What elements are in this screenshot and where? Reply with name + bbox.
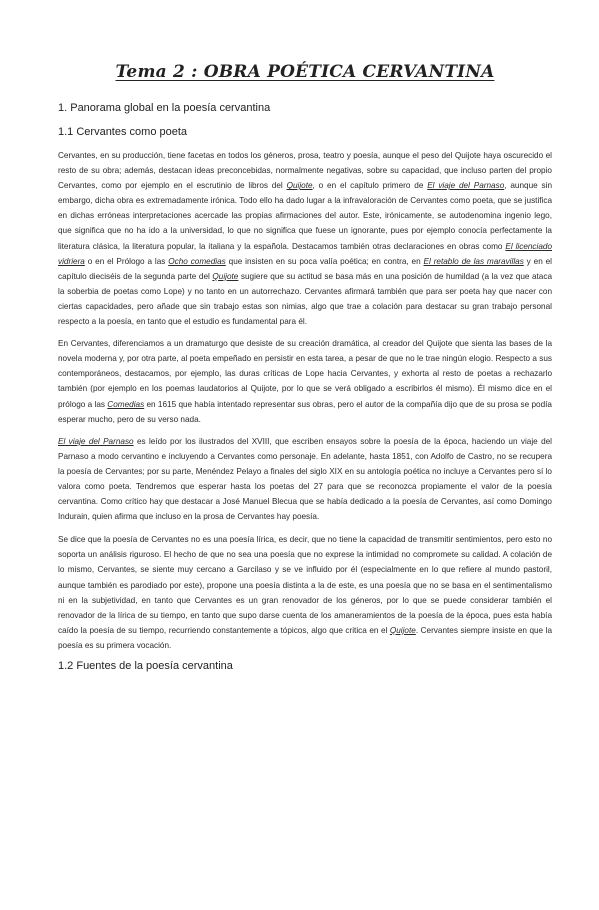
work-title: El viaje del Parnaso (58, 436, 134, 446)
paragraph-2 (58, 336, 552, 427)
paragraph-3-text: es leído por los ilustrados del XVIII, que escriben ensayos sobre la poesía de la época, haciendo un viaje del Parnaso a modo cervantino e incluyendo a Cervantes como personaje. En adelante, hasta 1851, con Adolfo de Castro, no se recupera la poesía de Cervantes; por su parte, Menéndez Pelayo a finales del siglo XIX en su antología poética no incluye a Cervantes pero sí lo valora como poeta. Tendremos que esperar hasta los poetas del 27 para que se reconozca propiamente el valor de la poesía cervantina. Como crítico hay que destacar a José Manuel Blecua que se había dedicado a la poesía de Cervantes, así como Domingo Indurain, quien afirma que incluso en la prosa de Cervantes hay poesía. (58, 436, 552, 522)
subsection-heading-1-2: 1.2 Fuentes de la poesía cervantina (58, 660, 233, 672)
work-title: Quijote (212, 271, 239, 281)
work-title: El retablo de las maravillas (423, 256, 524, 266)
paragraph-1-text: que insisten en su poca valía poética; en contra, en (225, 256, 424, 266)
paragraph-1-text: , aunque sin embargo, dicha obra es extremadamente irónica. Todo ello ha dado lugar a la infravaloración de Cervantes como poeta, que se justifica en dichas erróneas interpretaciones acercade las propias afirmaciones del autor. Este, irónicamente, se autodenomina ingenio lego, que significa que no ha ido a la universidad, lo que no significa que fuese un ignorante, pues por ejemplo conocía perfectamente la literatura clásica, la literatura popular, la italiana y la española. Destacamos también otras declaraciones en obras como (58, 181, 552, 251)
paragraph-4 (58, 532, 552, 653)
paragraph-1-text: o en el Prólogo a las (84, 256, 169, 266)
document-title: Tema 2 : OBRA POÉTICA CERVANTINA (115, 62, 495, 82)
subsection-heading-1-1: 1.1 Cervantes como poeta (58, 126, 188, 138)
document-page (0, 62, 599, 910)
paragraph-1 (58, 148, 552, 329)
paragraph-1-text: , o en el capítulo primero de (312, 181, 428, 191)
paragraph-2-text: en 1615 que había intentado representar sus obras, pero el autor de la compañía dijo que de su prosa se podía esperar mucho, pero de su verso nada. (58, 399, 552, 424)
paragraph-4-text: Se dice que la poesía de Cervantes no es una poesía lírica, es decir, que no tiene la capacidad de transmitir sentimientos, pero esto no soporta un análisis riguroso. El hecho de que no sea una poesía que no exprese la intimidad no compromete su calidad. A colación de lo mismo, Cervantes, se siente muy cercano a Garcilaso y se ve influido por él (especialmente en lo que refiere al mundo pastoril, aunque también es parodiado por este), propone una poesía distinta a la de este, es una poesía que no se basa en el sentimentalismo ni en la subjetividad, en tanto que Cervantes es un gran renovador de los géneros, por lo que se puede considerar también el renovador de la lírica de su tiempo, en tanto que supo darse cuenta de los amaneramientos de la poesía de la época, pues esta había caído la poesía de su tiempo, recurriendo constantemente a tópicos, algo que critica en el (58, 535, 552, 635)
work-title: Comedias (107, 399, 145, 409)
work-title: El licenciado vidriera (58, 241, 553, 266)
paragraph-2-text: En Cervantes, diferenciamos a un dramaturgo que desiste de su creación dramática, al creador del Quijote que sienta las bases de la novela moderna y, por otra parte, al poeta empeñado en persistir en esta tarea, a pesar de que no le trae ningún elogio. Respecto a sus contemporáneos, destacamos, por ejemplo, las duras críticas de Lope hacia Cervantes, y exhorta al resto de poetas a rechazarlo también (por ejemplo en los poemas laudatorios al Quijote, por lo que se verá obligado a escribirlos él mismo). Él mismo dice en el prólogo a las (58, 339, 552, 409)
work-title: Quijote (389, 625, 416, 635)
work-title: Ocho comedias (168, 256, 226, 266)
section-heading-1: 1. Panorama global en la poesía cervantina (58, 102, 271, 114)
paragraph-3 (58, 434, 552, 525)
paragraph-1-text: y en el capítulo dieciséis de la segunda parte del (58, 256, 552, 281)
paragraph-1-text: sugiere que su actitud se basa más en una posición de humildad (a la vez que ataca la soberbia de poetas como Lope) y no tanto en un autorrechazo. Cervantes afirmará también que para ser poeta hay que nacer con ciertas capacidades, pero añade que sin trabajo estas son nimias, algo que trae a colación para destacar su gran trabajo personal respecto a la poesía, en tanto que el estudio es fundamental para él. (58, 271, 553, 327)
paragraph-1-text: Cervantes, en su producción, tiene facetas en todos los géneros, prosa, teatro y poesía, aunque el peso del Quijote haya oscurecido el resto de su obra; además, destacan ideas preconcebidas, normalmente negativas, sobre su capacidad, que incluso parten del propio Cervantes, como por ejemplo en el escrutinio de libros del (58, 151, 552, 191)
work-title: Quijote (286, 181, 313, 191)
work-title: El viaje del Parnaso (427, 181, 505, 191)
paragraph-4-text: . Cervantes siempre insiste en que la poesía es su primera vocación. (58, 625, 552, 650)
